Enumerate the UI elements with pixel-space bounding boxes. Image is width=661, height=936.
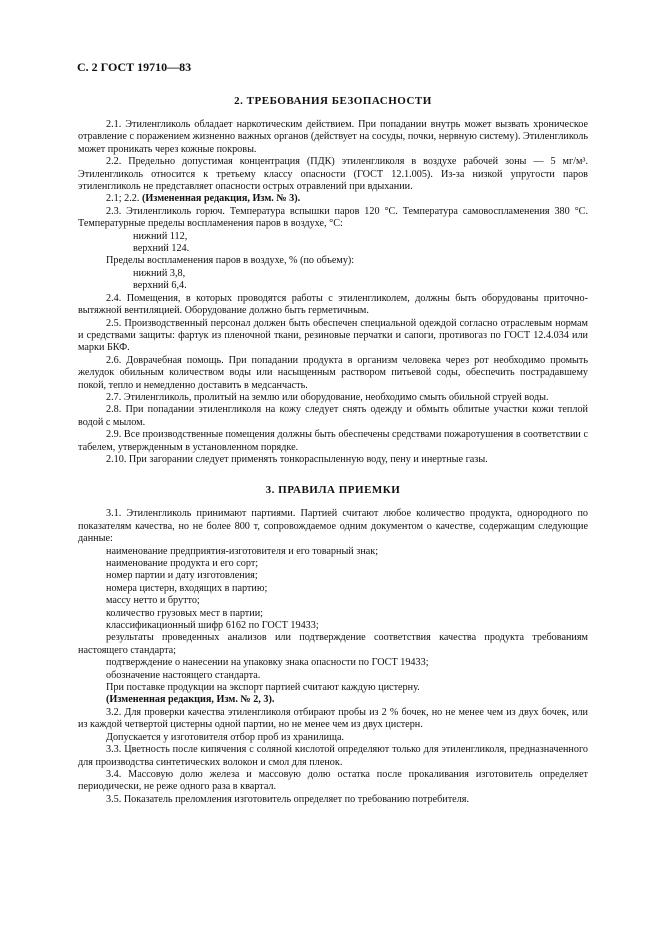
paragraph-2-2: 2.2. Предельно допустимая концентрация (ПДК) этиленгликоля в воздухе рабочей зоны — 5 мг/м³. Этиленгликоль относится к третьему классу опасности (ГОСТ 12.1.005). Из-за низкой упругости паров этиленгликоль не представляет опасности острых отравлений при вдыхании. (78, 156, 588, 193)
paragraph-2-5: 2.5. Производственный персонал должен быть обеспечен специальной одеждой согласно отраслевым нормам и средствами защиты: фартук из пленочной ткани, резиновые перчатки и сапоги, противогаз по ГОСТ 12.4.034 или марки БКФ. (78, 317, 588, 354)
lower-limit-temp: нижний 112, (133, 230, 188, 242)
list-item: обозначение настоящего стандарта. (106, 669, 261, 681)
paragraph-2-4: 2.4. Помещения, в которых проводятся работы с этиленгликолем, должны быть оборудованы приточно-вытяжной вентиляцией. Оборудование должно быть герметичным. (78, 292, 588, 317)
list-item: количество грузовых мест в партии; (106, 607, 263, 619)
list-item: номер партии и дату изготовления; (106, 570, 258, 582)
paragraph-2-10: 2.10. При загорании следует применять тонкораспыленную воду, пену и инертные газы. (106, 453, 488, 465)
list-item: наименование продукта и его сорт; (106, 558, 259, 569)
paragraph-3-2: 3.2. Для проверки качества этиленгликоля отбирают пробы из 2 % бочек, но не менее чем из двух бочек, или из каждой четвертой цистерны одной партии, но не менее чем из двух цистерн. (78, 706, 588, 731)
list-item: наименование предприятия-изготовителя и его товарный знак; (106, 545, 379, 557)
edit-note-bold: (Измененная редакция, Изм. № 3). (141, 193, 301, 205)
paragraph-3-1: 3.1. Этиленгликоль принимают партиями. Партией считают любое количество продукта, однородного по показателям качества, но не более 800 т, сопровождаемое одним документом о качестве, содержащим следующие данные: (78, 508, 588, 545)
paragraph-3-5: 3.5. Показатель преломления изготовитель определяет по требованию потребителя. (106, 793, 470, 805)
section-3-title: 3. ПРАВИЛА ПРИЕМКИ (265, 484, 401, 497)
paragraph-2-1: 2.1. Этиленгликоль обладает наркотическим действием. При попадании внутрь может вызвать хроническое отравление с поражением жизненно важных органов (действует на сосуды, почки, нервную систему). Этиленгликоль может проникать через кожные покровы. (78, 119, 588, 155)
edit-note-2 (78, 193, 588, 205)
list-item: результаты проведенных анализов или подтверждение соответствия качества продукта требованиям настоящего стандарта; (78, 632, 588, 656)
paragraph-3-4: 3.4. Массовую долю железа и массовую долю остатка после прокаливания изготовитель определяет периодически, не реже одного раза в квартал. (78, 768, 588, 793)
edit-note-prefix: 2.1; 2.2. (106, 193, 140, 205)
page-header: С. 2 ГОСТ 19710—83 (77, 60, 192, 74)
export-note: При поставке продукции на экспорт партией считают каждую цистерну. (106, 682, 420, 694)
list-item: массу нетто и брутто; (106, 595, 200, 607)
list-item: номера цистерн, входящих в партию; (106, 582, 268, 594)
paragraph-2-9: 2.9. Все производственные помещения должны быть обеспечены средствами пожаротушения в соответствии с табелем, утвержденным в установленном порядке. (78, 429, 588, 453)
paragraph-2-3: 2.3. Этиленгликоль горюч. Температура вспышки паров 120 °С. Температура самовоспламенения 380 °С. Температурные пределы воспламенения паров в воздухе, °С: (78, 205, 588, 230)
section-2-title: 2. ТРЕБОВАНИЯ БЕЗОПАСНОСТИ (234, 95, 432, 107)
edit-note-3 (78, 694, 588, 706)
lower-limit-volume: нижний 3,8, (133, 267, 186, 279)
edit-note-bold: (Измененная редакция, Изм. № 2, 3). (106, 694, 275, 706)
paragraph-3-2b: Допускается у изготовителя отбор проб из хранилища. (106, 731, 345, 743)
upper-limit-temp: верхний 124. (133, 243, 190, 255)
paragraph-2-6: 2.6. Доврачебная помощь. При попадании продукта в организм человека через рот необходимо промыть желудок обильным количеством воды или насыщенным раствором питьевой соды, обеспечить пострадавшему покой, тепло и немедленно доставить в медсанчасть. (78, 354, 588, 391)
limits-heading: Пределы воспламенения паров в воздухе, % (по объему): (106, 255, 355, 267)
document-body (78, 95, 588, 806)
list-item: подтверждение о нанесении на упаковку знака опасности по ГОСТ 19433; (106, 657, 429, 669)
upper-limit-volume: верхний 6,4. (133, 280, 187, 292)
paragraph-3-3: 3.3. Цветность после кипячения с соляной кислотой определяют только для этиленгликоля, предназначенного для производства синтетических волокон и смол для пленок. (78, 744, 588, 768)
paragraph-2-8: 2.8. При попадании этиленгликоля на кожу следует снять одежду и обмыть облитые участки кожи теплой водой с мылом. (78, 404, 588, 428)
paragraph-2-7: 2.7. Этиленгликоль, пролитый на землю или оборудование, необходимо смыть обильной струей воды. (106, 391, 549, 403)
list-item: классификационный шифр 6162 по ГОСТ 19433; (106, 620, 319, 632)
